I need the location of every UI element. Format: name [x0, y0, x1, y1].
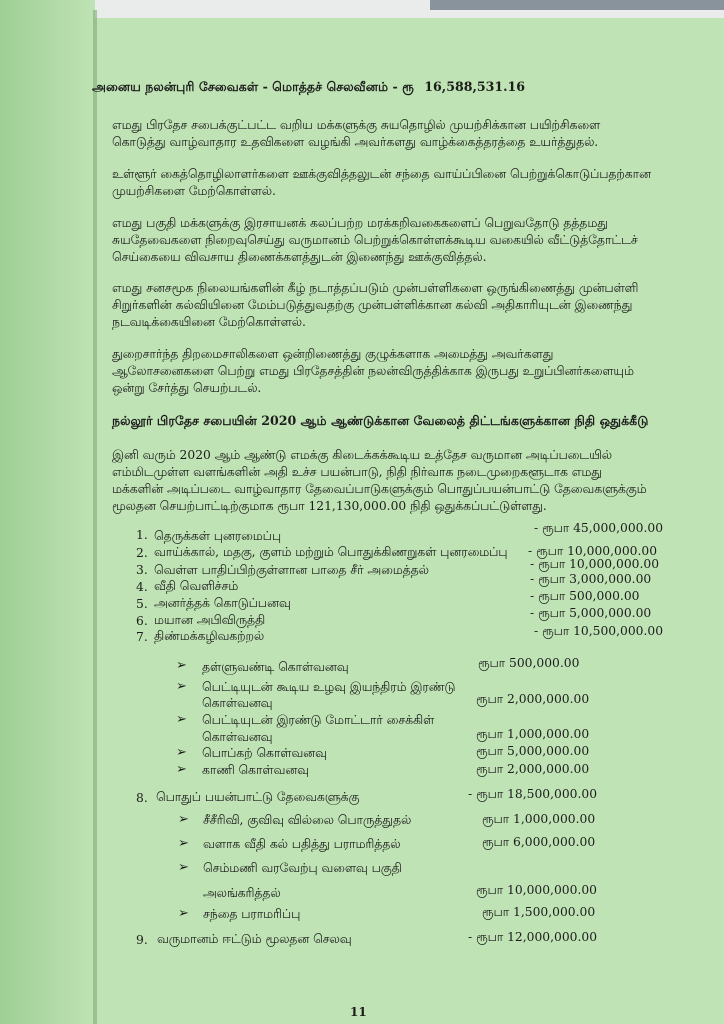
item-number: 7. — [136, 630, 148, 644]
section-title-label: அனைய நலன்புரி சேவைகள் - மொத்தச் செலவீனம் - ரூ — [92, 79, 414, 94]
budget-intro-line-1: இனி வரும் 2020 ஆம் ஆண்டு எமக்கு கிடைக்கக்கூடிய உத்தேச வருமான அடிப்படையில் — [112, 448, 612, 462]
paragraph-5-line-3: ஒன்று சேர்த்து செயற்படல். — [112, 381, 262, 395]
subitem-amount: ரூபா 1,000,000.00 — [482, 812, 596, 826]
arrow-bullet-icon: ➢ — [176, 762, 187, 777]
subitem-label-cont: அலங்கரித்தல் — [203, 886, 281, 900]
item-number: 8. — [136, 791, 148, 805]
item-label: தெருக்கள் புனரமைப்பு — [154, 529, 281, 543]
subitem-label: தள்ளுவண்டி கொள்வனவு — [202, 660, 349, 674]
paragraph-5-line-1: துறைசார்ந்த திறமைசாலிகளை ஒன்றிணைத்து குழுக்களாக அமைத்து அவர்களது — [112, 347, 554, 361]
page-number: 11 — [350, 1005, 367, 1019]
subitem-label: செம்மணி வரவேற்பு வளைவு பகுதி — [203, 861, 402, 875]
arrow-bullet-icon: ➢ — [178, 860, 189, 875]
subitem-amount: ரூபா 10,000,000.00 — [476, 883, 597, 897]
item-amount: - ரூபா 3,000,000.00 — [530, 572, 652, 586]
paragraph-3-line-1: எமது பகுதி மக்களுக்கு இரசாயனக் கலப்பற்ற மரக்கறிவகைகளைப் பெறுவதோடு தத்தமது — [112, 216, 608, 230]
paragraph-4-line-1: எமது சனசமூக நிலையங்களின் கீழ் நடாத்தப்படும் முன்பள்ளிகளை ஒருங்கிணைத்து முன்பள்ளி — [112, 281, 639, 295]
item-label: பொதுப் பயன்பாட்டு தேவைகளுக்கு — [156, 790, 360, 804]
paragraph-3-line-2: சுயதேவைகளை நிறைவுசெய்து வருமானம் பெற்றுக்கொள்ளக்கூடிய வகையில் வீட்டுத்தோட்டச் — [112, 233, 638, 247]
item-number: 4. — [136, 580, 148, 594]
item-amount: - ரூபா 18,500,000.00 — [468, 787, 598, 801]
item-number: 3. — [136, 563, 148, 577]
subitem-label-cont: கொள்வனவு — [202, 730, 273, 744]
item-number: 9. — [136, 933, 148, 947]
section-title-amount: 16,588,531.16 — [424, 79, 526, 94]
item-amount: - ரூபா 10,000,000.00 — [530, 557, 660, 571]
budget-heading: நல்லூர் பிரதேச சபையின் 2020 ஆம் ஆண்டுக்கான வேலைத் திட்டங்களுக்கான நிதி ஒதுக்கீடு — [112, 413, 649, 428]
item-label: வருமானம் ஈட்டும் மூலதன செலவு — [157, 932, 352, 946]
subitem-label: பொப்கற் கொள்வனவு — [202, 746, 327, 760]
subitem-amount: ரூபா 500,000.00 — [478, 656, 580, 670]
subitem-amount: ரூபா 2,000,000.00 — [476, 762, 590, 776]
paragraph-2-line-2: முயற்சிகளை மேற்கொள்ளல். — [112, 184, 276, 198]
subitem-label: சீசீரிவி, குவிவு வில்லை பொருத்துதல் — [203, 813, 412, 827]
arrow-bullet-icon: ➢ — [178, 906, 189, 921]
subitem-label: பெட்டியுடன் இரண்டு மோட்டார் சைக்கிள் — [202, 713, 435, 727]
item-amount: - ரூபா 12,000,000.00 — [468, 930, 598, 944]
arrow-bullet-icon: ➢ — [176, 745, 187, 760]
item-label: திண்மக்கழிவகற்றல் — [154, 629, 265, 643]
arrow-bullet-icon: ➢ — [176, 679, 187, 694]
paragraph-1-line-2: கொடுத்து வாழ்வாதார உதவிகளை வழங்கி அவர்களது வாழ்க்கைத்தரத்தை உயர்த்துதல். — [112, 135, 599, 149]
item-number: 1. — [136, 528, 148, 542]
subitem-amount: ரூபா 5,000,000.00 — [476, 744, 590, 758]
subitem-amount: ரூபா 1,500,000.00 — [482, 905, 596, 919]
budget-intro-line-4: மூலதன செயற்பாட்டிற்குமாக ரூபா 121,130,000.00 நிதி ஒதுக்கப்பட்டுள்ளது. — [112, 499, 547, 513]
subitem-amount: ரூபா 2,000,000.00 — [476, 692, 590, 706]
item-number: 2. — [136, 546, 148, 560]
paragraph-5-line-2: ஆலோசனைகளை பெற்று எமது பிரதேசத்தின் நலன்விருத்திக்காக இருபது உறுப்பினர்களையும் — [112, 364, 634, 378]
item-number: 5. — [136, 597, 148, 611]
subitem-amount: ரூபா 6,000,000.00 — [482, 835, 596, 849]
budget-intro-line-2: எம்மிடமுள்ள வளங்களின் அதி உச்ச பயன்பாடு, நிதி நிர்வாக நடைமுறைகளூடாக எமது — [112, 465, 602, 479]
item-label: வீதி வெளிச்சம் — [154, 579, 239, 593]
item-label: வெள்ள பாதிப்பிற்குள்ளான பாதை சீர் அமைத்தல் — [154, 563, 429, 577]
budget-intro-line-3: மக்களின் அடிப்படை வாழ்வாதார தேவைப்பாடுகளுக்கும் பொதுப்பயன்பாட்டு தேவைகளுக்கும் — [112, 482, 647, 496]
subitem-label: சந்தை பராமரிப்பு — [203, 907, 301, 921]
paragraph-3-line-3: செய்கையை விவசாய திணைக்களத்துடன் இணைந்து ஊக்குவித்தல். — [112, 250, 487, 264]
item-amount: - ரூபா 500,000.00 — [530, 589, 640, 603]
item-amount: - ரூபா 10,500,000.00 — [534, 624, 664, 638]
item-label: மயான அபிவிருத்தி — [154, 613, 266, 627]
subitem-label: காணி கொள்வனவு — [202, 763, 309, 777]
item-number: 6. — [136, 614, 148, 628]
item-amount: - ரூபா 45,000,000.00 — [534, 521, 664, 535]
subitem-label-cont: கொள்வனவு — [202, 696, 273, 710]
paragraph-2-line-1: உள்ளூர் கைத்தொழிலாளர்களை ஊக்குவித்தலுடன் சந்தை வாய்ப்பினை பெற்றுக்கொடுப்பதற்கான — [112, 167, 651, 181]
paragraph-4-line-2: சிறுர்களின் கல்வியினை மேம்படுத்துவதற்கு முன்பள்ளிக்கான கல்வி அதிகாரியுடன் இணைந்து — [112, 298, 633, 312]
item-amount: - ரூபா 5,000,000.00 — [530, 606, 652, 620]
section-title — [92, 79, 525, 95]
item-amount: - ரூபா 10,000,000.00 — [528, 544, 658, 558]
arrow-bullet-icon: ➢ — [176, 658, 187, 673]
paragraph-4-line-3: நடவடிக்கையினை மேற்கொள்ளல். — [112, 315, 306, 329]
item-label: அனர்த்தக் கொடுப்பனவு — [154, 596, 291, 610]
item-label: வாய்க்கால், மதகு, குளம் மற்றும் பொதுக்கிணறுகள் புனரமைப்பு — [154, 545, 508, 559]
paragraph-1-line-1: எமது பிரதேச சபைக்குட்பட்ட வறிய மக்களுக்கு சுயதொழில் முயற்சிக்கான பயிற்சிகளை — [112, 118, 601, 132]
subitem-label: வளாக வீதி கல் பதித்து பராமரித்தல் — [203, 837, 401, 851]
subitem-amount: ரூபா 1,000,000.00 — [476, 727, 590, 741]
arrow-bullet-icon: ➢ — [176, 712, 187, 727]
arrow-bullet-icon: ➢ — [178, 836, 189, 851]
subitem-label: பெட்டியுடன் கூடிய உழவு இயந்திரம் இரண்டு — [202, 680, 456, 694]
arrow-bullet-icon: ➢ — [178, 812, 189, 827]
